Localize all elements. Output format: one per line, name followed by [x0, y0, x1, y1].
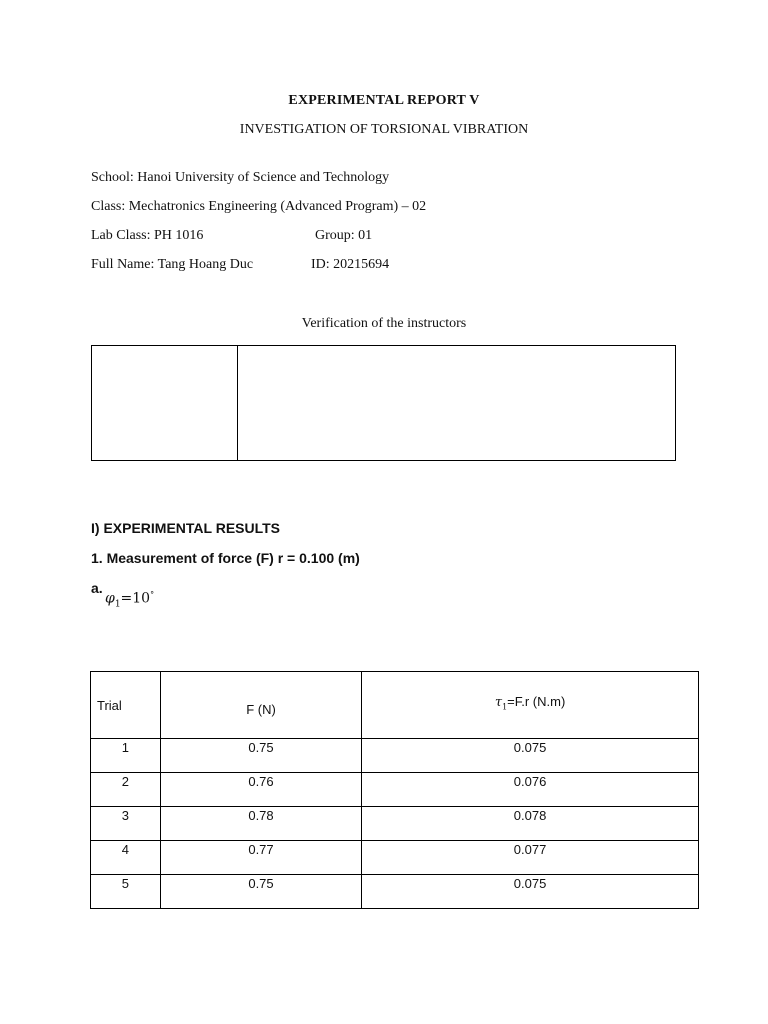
torque-cell: 0.077: [362, 841, 699, 875]
torque-cell: 0.075: [362, 875, 699, 909]
class-line: Class: Mechatronics Engineering (Advanced Program) – 02: [91, 199, 427, 214]
table-row: [91, 739, 699, 773]
header-torque-label: =F.r (N.m): [507, 694, 566, 709]
lab-class-line: Lab Class: PH 1016: [91, 228, 204, 243]
part-label: a.: [91, 580, 103, 596]
force-cell: 0.78: [160, 807, 361, 841]
angle-value: =10: [120, 590, 151, 607]
table-row: [91, 841, 699, 875]
phi-subscript: 1: [114, 599, 121, 610]
force-cell: 0.75: [160, 739, 361, 773]
tau-symbol: $\tau_1$: [494, 695, 508, 712]
header-force: F (N): [246, 702, 276, 717]
trial-cell: 3: [91, 807, 161, 841]
group-line: Group: 01: [315, 228, 373, 243]
force-cell: 0.76: [160, 773, 361, 807]
trial-cell: 2: [91, 773, 161, 807]
student-id-line: ID: 20215694: [311, 257, 390, 272]
header-trial-cell: [91, 672, 161, 739]
torque-cell: 0.078: [362, 807, 699, 841]
angle-equation: [105, 590, 154, 609]
trial-cell: 4: [91, 841, 161, 875]
report-subtitle: INVESTIGATION OF TORSIONAL VIBRATION: [239, 122, 529, 137]
header-torque-cell: [362, 672, 699, 739]
degree-symbol: °: [150, 590, 155, 599]
table-header-row: [91, 672, 699, 739]
table-row: [91, 875, 699, 909]
school-line: School: Hanoi University of Science and Technology: [91, 170, 390, 185]
header-force-cell: [160, 672, 361, 739]
trial-cell: 1: [91, 739, 161, 773]
section-subheading: 1. Measurement of force (F) r = 0.100 (m): [91, 550, 360, 566]
section-heading: I) EXPERIMENTAL RESULTS: [91, 520, 281, 536]
force-cell: 0.75: [160, 875, 361, 909]
full-name-line: Full Name: Tang Hoang Duc: [91, 257, 254, 272]
phi-symbol: φ: [105, 590, 115, 607]
table-row: [91, 773, 699, 807]
table-row: [91, 807, 699, 841]
verification-label: Verification of the instructors: [301, 316, 467, 331]
header-torque: [362, 672, 698, 712]
verification-cell-right: [238, 346, 675, 460]
report-title: EXPERIMENTAL REPORT V: [288, 93, 480, 108]
verification-cell-left: [92, 346, 238, 460]
torque-cell: 0.075: [362, 739, 699, 773]
trial-cell: 5: [91, 875, 161, 909]
torque-cell: 0.076: [362, 773, 699, 807]
header-trial: Trial: [97, 698, 122, 713]
force-cell: 0.77: [160, 841, 361, 875]
verification-box: [91, 345, 676, 461]
force-table: [90, 671, 699, 909]
